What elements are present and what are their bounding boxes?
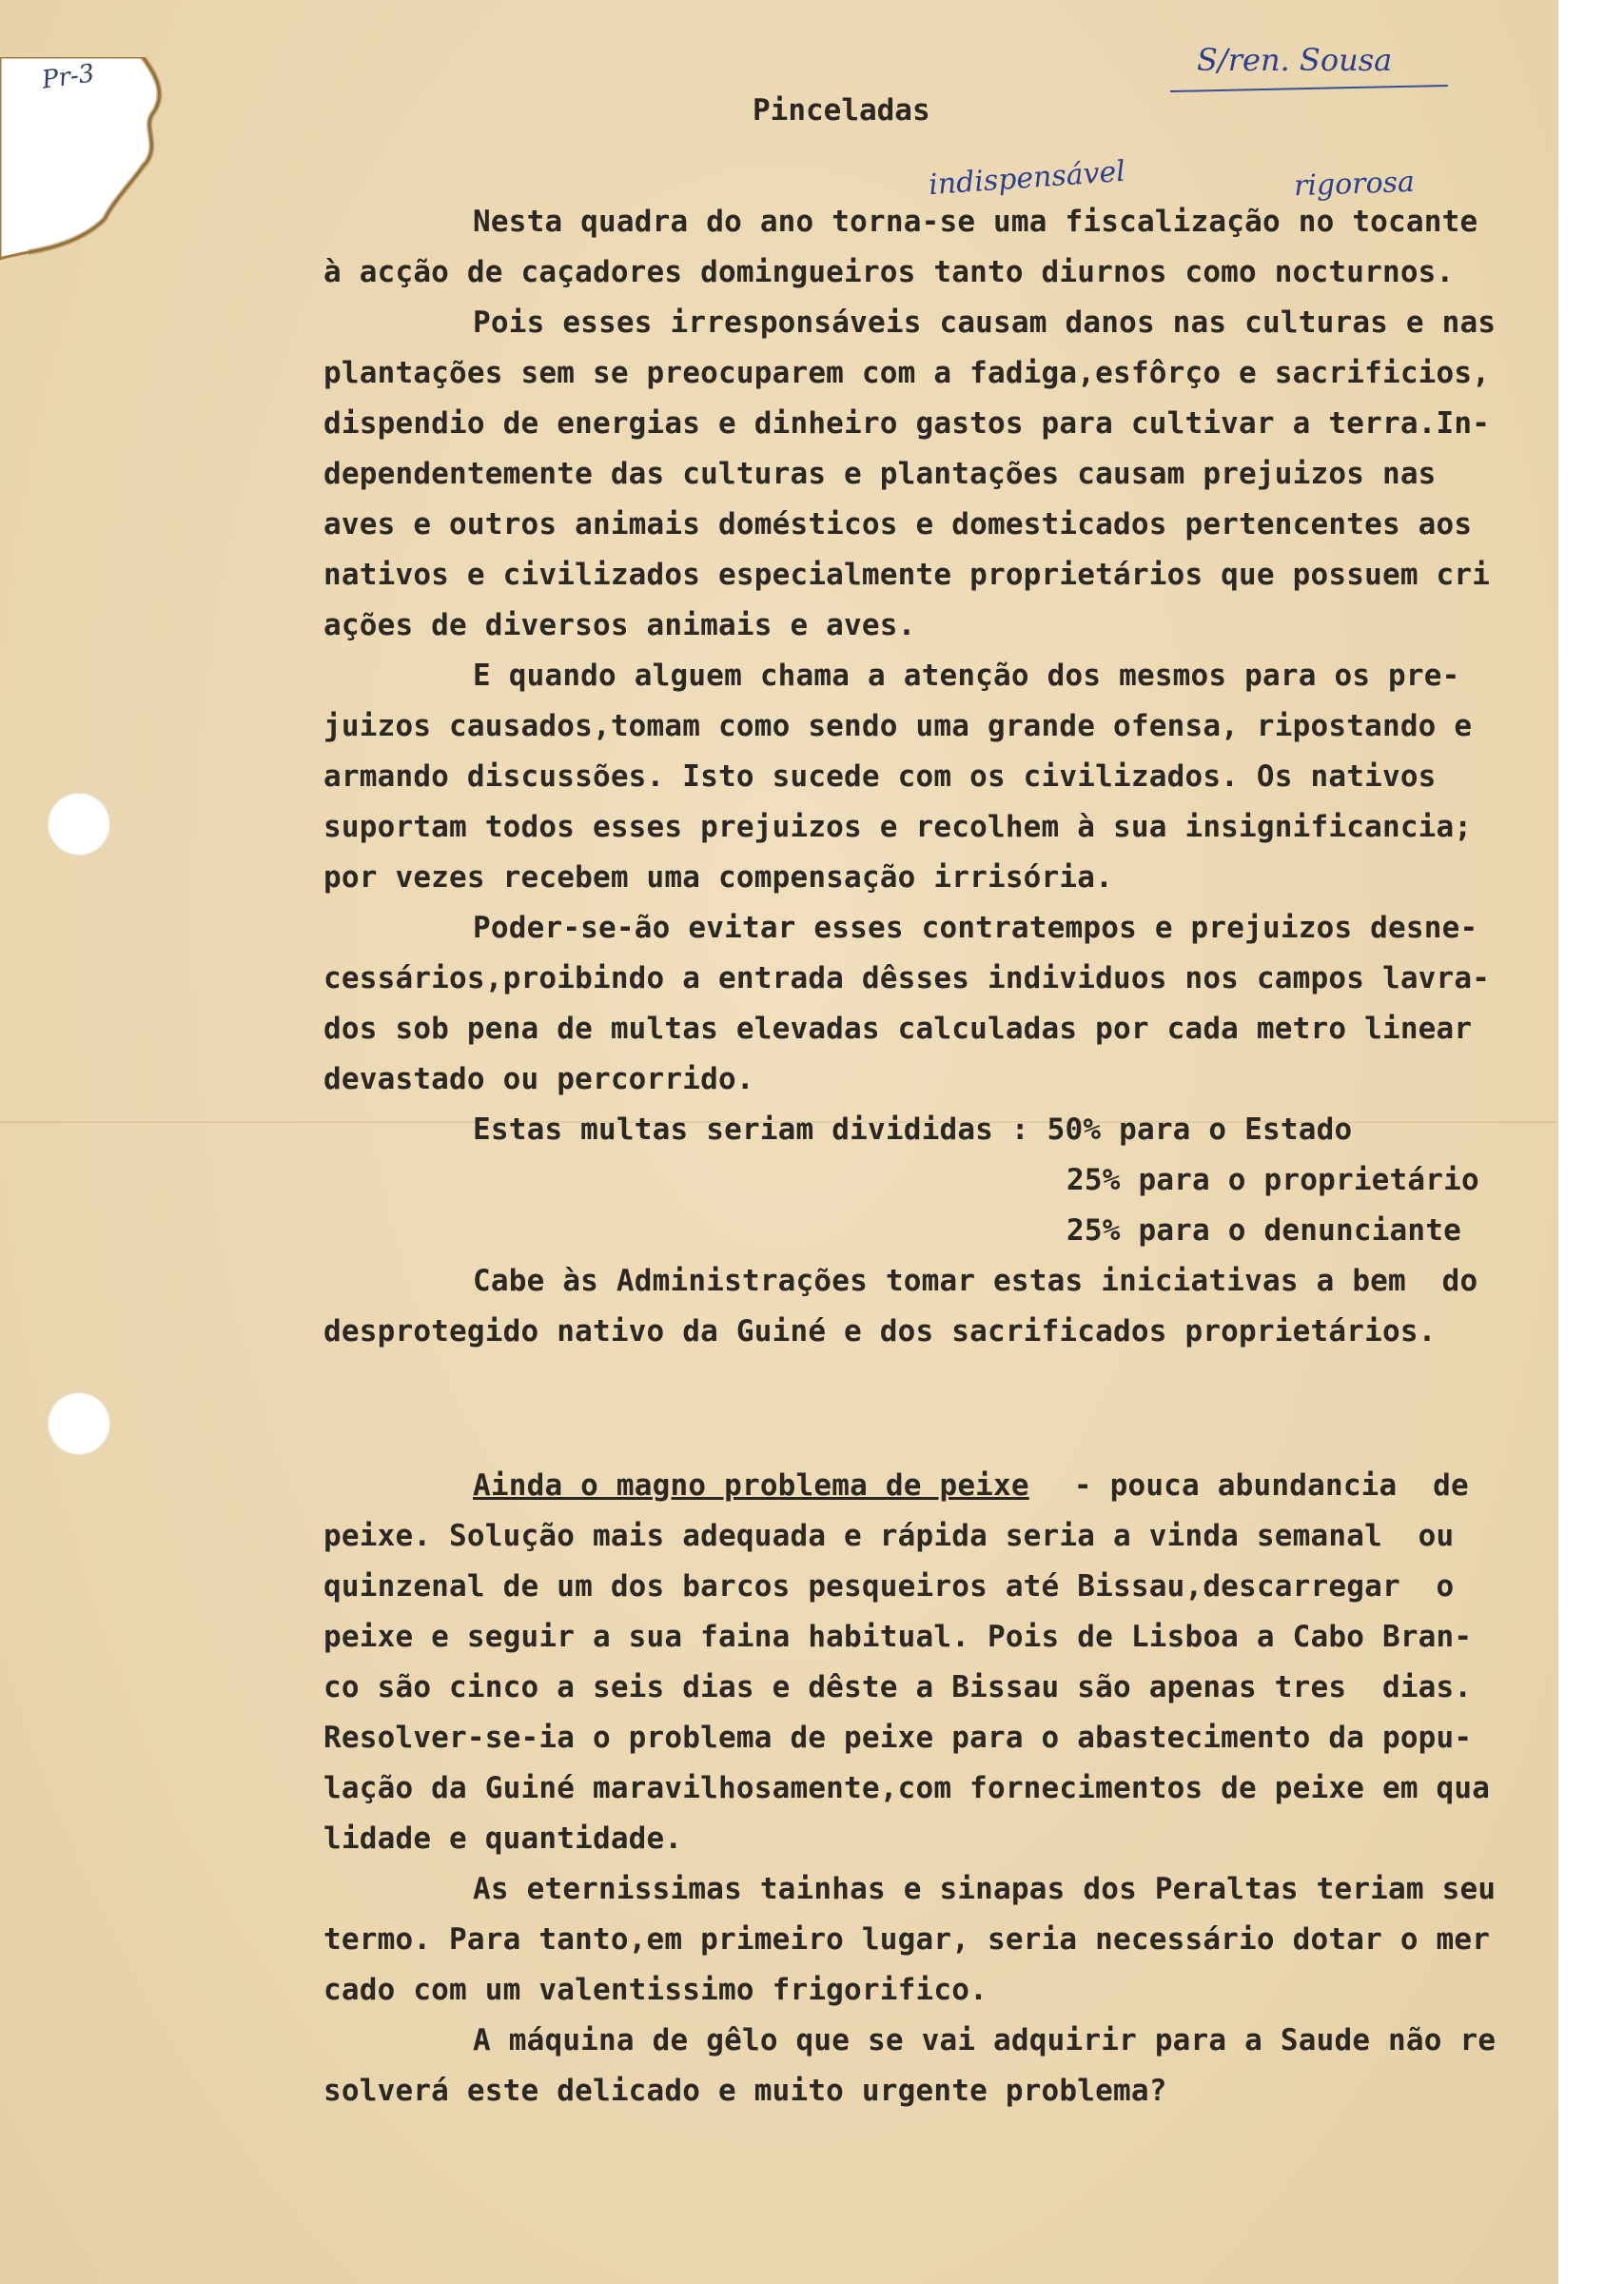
- line: Estas multas seriam divididas : 50% para o Estado: [473, 1112, 1353, 1147]
- line: lidade e quantidade.: [323, 1821, 683, 1856]
- line: cessários,proibindo a entrada dêsses individuos nos campos lavra-: [323, 961, 1491, 995]
- line: E quando alguem chama a atenção dos mesmos para os pre-: [473, 659, 1460, 693]
- line: à acção de caçadores domingueiros tanto diurnos como nocturnos.: [323, 255, 1455, 289]
- punch-hole-bottom: [48, 1392, 110, 1455]
- line: peixe. Solução mais adequada e rápida seria a vinda semanal ou: [323, 1519, 1455, 1553]
- line: juizos causados,tomam como sendo uma grande ofensa, ripostando e: [323, 709, 1473, 743]
- line: suportam todos esses prejuizos e recolhem à sua insignificancia;: [323, 810, 1473, 844]
- line: nativos e civilizados especialmente proprietários que possuem cri: [323, 558, 1491, 592]
- line: peixe e seguir a sua faina habitual. Pois de Lisboa a Cabo Bran-: [323, 1620, 1473, 1654]
- line: desprotegido nativo da Guiné e dos sacrificados proprietários.: [323, 1314, 1437, 1349]
- line: dependentemente das culturas e plantações causam prejuizos nas: [323, 457, 1437, 491]
- page-title: Pinceladas: [753, 93, 930, 128]
- line: Poder-se-ão evitar esses contratempos e prejuizos desne-: [473, 911, 1478, 945]
- line: Pois esses irresponsáveis causam danos nas culturas e nas: [473, 305, 1497, 340]
- line: por vezes recebem uma compensação irrisória.: [323, 860, 1113, 895]
- line: aves e outros animais domésticos e domesticados pertencentes aos: [323, 507, 1473, 541]
- line: co são cinco a seis dias e dêste a Bissau são apenas tres dias.: [323, 1670, 1473, 1704]
- line: Cabe às Administrações tomar estas iniciativas a bem do: [473, 1264, 1478, 1298]
- line: cado com um valentissimo frigorifico.: [323, 1973, 988, 2007]
- line: - pouca abundancia de: [1056, 1468, 1469, 1503]
- line: devastado ou percorrido.: [323, 1062, 754, 1096]
- line: dos sob pena de multas elevadas calculadas por cada metro linear: [323, 1012, 1473, 1046]
- line: lação da Guiné maravilhosamente,com fornecimentos de peixe em qua: [323, 1771, 1491, 1805]
- handwritten-insert-2: rigorosa: [1293, 165, 1416, 204]
- line: Nesta quadra do ano torna-se uma fiscalização no tocante: [473, 205, 1478, 239]
- line: 25% para o denunciante: [1066, 1213, 1461, 1248]
- line: solverá este delicado e muito urgente problema?: [323, 2074, 1167, 2108]
- torn-corner: [0, 57, 219, 276]
- corner-mark: Pr-3: [40, 59, 97, 95]
- section-heading: Ainda o magno problema de peixe: [473, 1468, 1029, 1503]
- line: termo. Para tanto,em primeiro lugar, seria necessário dotar o mer: [323, 1922, 1491, 1957]
- line: A máquina de gêlo que se vai adquirir para a Saude não re: [473, 2023, 1497, 2058]
- punch-hole-top: [48, 793, 110, 856]
- line: dispendio de energias e dinheiro gastos para cultivar a terra.In-: [323, 406, 1491, 441]
- line: armando discussões. Isto sucede com os civilizados. Os nativos: [323, 759, 1437, 794]
- signature-underline: [1170, 85, 1448, 92]
- handwritten-insert-1: indispensável: [928, 154, 1126, 203]
- signature: S/ren. Sousa: [1197, 42, 1393, 78]
- line: plantações sem se preocuparem com a fadiga,esfôrço e sacrificios,: [323, 356, 1491, 390]
- line: As eternissimas tainhas e sinapas dos Peraltas teriam seu: [473, 1872, 1497, 1906]
- line: Resolver-se-ia o problema de peixe para o abastecimento da popu-: [323, 1721, 1473, 1755]
- line: quinzenal de um dos barcos pesqueiros até Bissau,descarregar o: [323, 1569, 1455, 1604]
- line: ações de diversos animais e aves.: [323, 608, 916, 642]
- line: 25% para o proprietário: [1066, 1163, 1479, 1197]
